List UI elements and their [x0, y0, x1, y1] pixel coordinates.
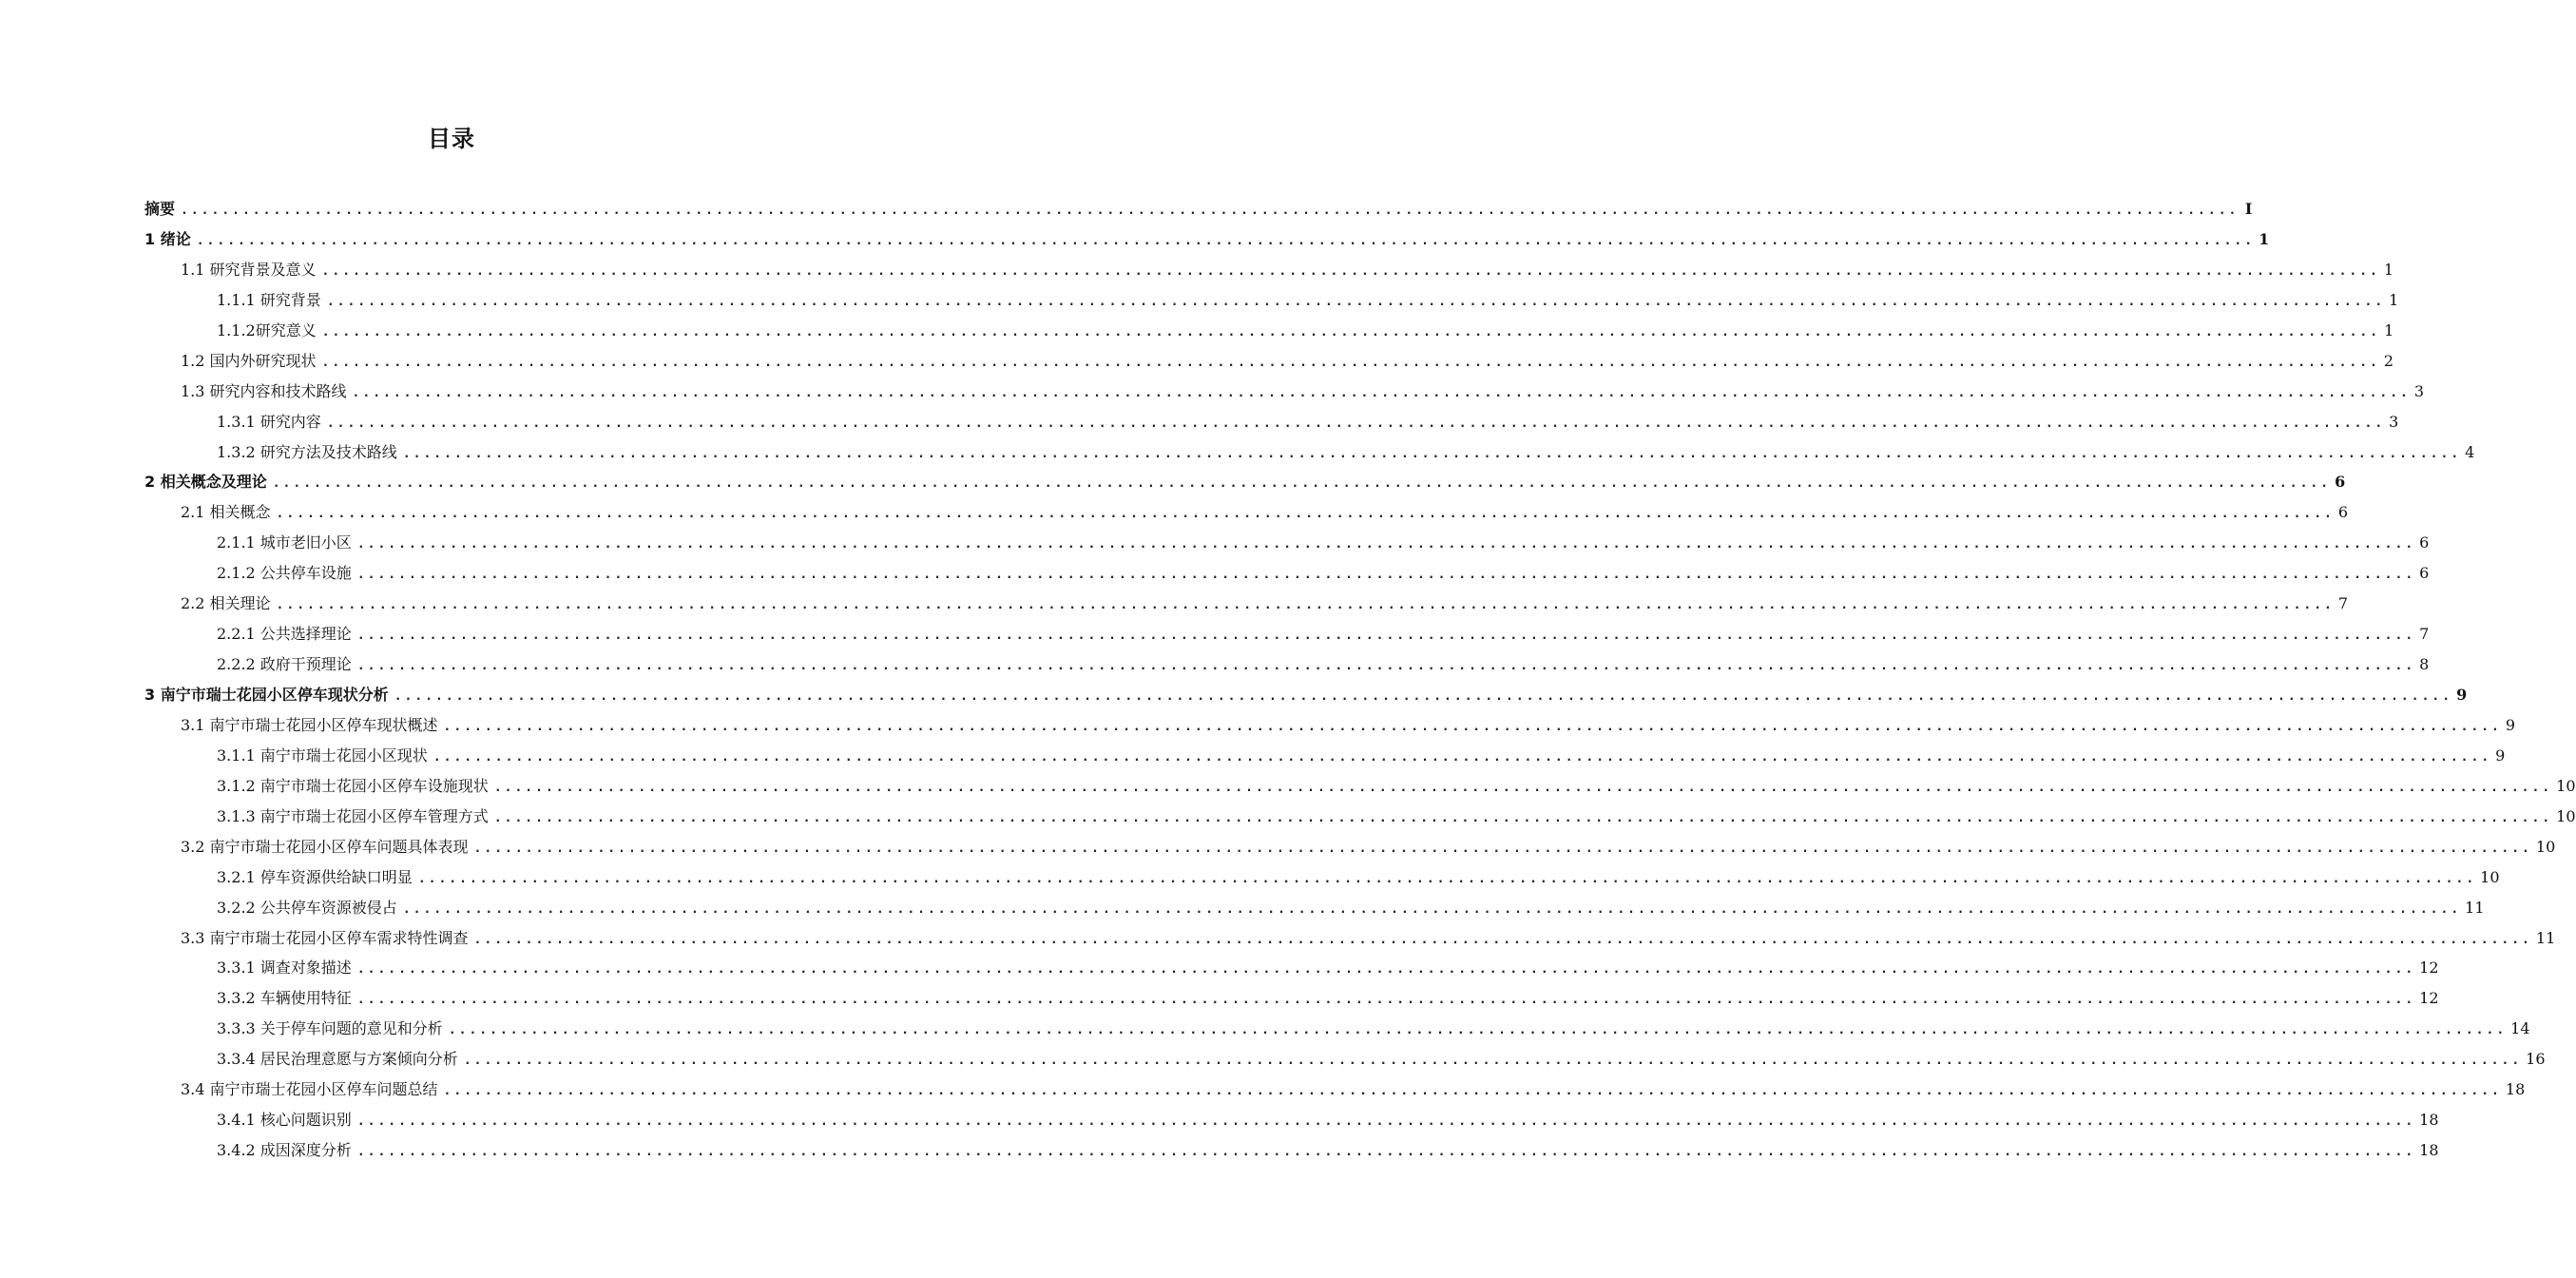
toc-entry[interactable] — [0, 467, 2346, 497]
table-of-contents — [0, 194, 2576, 1166]
toc-entry[interactable] — [0, 589, 2349, 619]
toc-entry-page-number: 12 — [2419, 958, 2439, 978]
toc-dot-leader: ........................................................................................................................................................................................................ — [493, 810, 2553, 825]
toc-entry[interactable] — [0, 285, 2399, 316]
toc-entry-page-number: 10 — [2556, 776, 2576, 795]
toc-entry[interactable] — [0, 224, 2270, 255]
toc-entry-label: 3.2.2 公共停车资源被侵占 — [217, 898, 397, 917]
toc-entry-page-number: 6 — [2337, 503, 2349, 522]
toc-entry-label: 摘要 — [144, 200, 176, 218]
toc-entry-label: 3.4.2 成因深度分析 — [217, 1141, 352, 1160]
toc-entry[interactable] — [0, 741, 2506, 771]
toc-entry-label: 1.2 国内外研究现状 — [181, 351, 317, 370]
toc-entry-label: 3.3.3 关于停车问题的意见和分析 — [217, 1019, 443, 1038]
toc-dot-leader: ........................................................................................................................................................................................................ — [356, 568, 2416, 583]
toc-entry[interactable] — [0, 497, 2349, 528]
toc-entry-page-number: 1 — [2389, 290, 2399, 309]
toc-entry[interactable] — [0, 377, 2425, 407]
toc-entry-label: 3.3.4 居民治理意愿与方案倾向分析 — [217, 1050, 458, 1069]
toc-entry-page-number: 12 — [2419, 989, 2439, 1008]
toc-entry-page-number: I — [2244, 200, 2253, 218]
toc-dot-leader: ........................................................................................................................................................................................................ — [321, 263, 2380, 279]
toc-entry-page-number: 8 — [2419, 655, 2430, 674]
toc-entry[interactable] — [0, 771, 2576, 802]
toc-entry[interactable] — [0, 1014, 2530, 1044]
toc-dot-leader: ........................................................................................................................................................................................................ — [321, 324, 2381, 339]
toc-entry[interactable] — [0, 1135, 2439, 1166]
toc-dot-leader: ........................................................................................................................................................................................................ — [356, 537, 2416, 552]
toc-entry-label: 3.1 南宁市瑞士花园小区停车现状概述 — [181, 715, 438, 734]
toc-dot-leader: ........................................................................................................................................................................................................ — [181, 203, 2240, 218]
toc-entry-label: 1.1.1 研究背景 — [217, 290, 321, 309]
toc-entry-label: 2 相关概念及理论 — [144, 473, 267, 492]
toc-entry-page-number: 6 — [2419, 564, 2430, 583]
page-title: 目录 — [428, 126, 475, 152]
toc-entry-label: 2.1 相关概念 — [181, 503, 271, 522]
toc-entry-page-number: 18 — [2505, 1080, 2526, 1099]
toc-entry[interactable] — [0, 346, 2394, 377]
toc-entry-page-number: 18 — [2419, 1141, 2439, 1160]
toc-entry[interactable] — [0, 983, 2439, 1014]
toc-entry-page-number: 2 — [2383, 351, 2394, 370]
toc-dot-leader: ........................................................................................................................................................................................................ — [402, 901, 2462, 917]
toc-entry[interactable] — [0, 953, 2439, 983]
toc-entry-label: 3.1.2 南宁市瑞士花园小区停车设施现状 — [217, 776, 489, 795]
toc-entry-label: 2.1.2 公共停车设施 — [217, 564, 352, 583]
toc-dot-leader: ........................................................................................................................................................................................................ — [356, 993, 2416, 1008]
toc-dot-leader: ........................................................................................................................................................................................................ — [448, 1023, 2508, 1038]
toc-entry-page-number: 4 — [2465, 442, 2475, 461]
toc-entry-label: 3.1.3 南宁市瑞士花园小区停车管理方式 — [217, 806, 489, 825]
toc-entry[interactable] — [0, 802, 2576, 832]
toc-entry[interactable] — [0, 528, 2430, 558]
toc-entry-page-number: 9 — [2456, 686, 2468, 704]
toc-dot-leader: ........................................................................................................................................................................................................ — [443, 719, 2502, 734]
toc-dot-leader: ........................................................................................................................................................................................................ — [394, 689, 2453, 704]
toc-entry[interactable] — [0, 255, 2394, 285]
toc-dot-leader: ........................................................................................................................................................................................................ — [493, 780, 2553, 795]
toc-entry-page-number: 7 — [2337, 594, 2349, 613]
toc-dot-leader: ........................................................................................................................................................................................................ — [473, 841, 2532, 856]
toc-entry-label: 1.1.2研究意义 — [217, 320, 317, 339]
toc-entry-label: 1.3.1 研究内容 — [217, 412, 321, 431]
toc-entry[interactable] — [0, 832, 2556, 862]
toc-entry-page-number: 10 — [2556, 806, 2576, 825]
toc-dot-leader: ........................................................................................................................................................................................................ — [402, 446, 2462, 461]
toc-dot-leader: ........................................................................................................................................................................................................ — [272, 476, 2332, 492]
toc-dot-leader: ........................................................................................................................................................................................................ — [326, 294, 2386, 309]
toc-entry-page-number: 9 — [2505, 715, 2516, 734]
toc-dot-leader: ........................................................................................................................................................................................................ — [196, 233, 2256, 248]
toc-entry[interactable] — [0, 316, 2394, 346]
toc-entry[interactable] — [0, 1075, 2526, 1105]
toc-entry-label: 3.3 南宁市瑞士花园小区停车需求特性调查 — [181, 928, 469, 947]
toc-entry-label: 3 南宁市瑞士花园小区停车现状分析 — [144, 686, 389, 704]
toc-entry[interactable] — [0, 619, 2430, 649]
toc-entry-page-number: 14 — [2510, 1019, 2530, 1038]
toc-dot-leader: ........................................................................................................................................................................................................ — [473, 932, 2532, 947]
toc-entry-label: 3.3.1 调查对象描述 — [217, 958, 352, 978]
toc-entry-page-number: 6 — [2335, 473, 2346, 492]
toc-dot-leader: ........................................................................................................................................................................................................ — [417, 871, 2477, 886]
toc-entry-label: 3.4.1 核心问题识别 — [217, 1111, 352, 1130]
toc-entry[interactable] — [0, 1105, 2439, 1135]
toc-dot-leader: ........................................................................................................................................................................................................ — [352, 385, 2411, 400]
toc-entry-label: 1.3 研究内容和技术路线 — [181, 381, 347, 400]
toc-entry[interactable] — [0, 1044, 2546, 1075]
toc-dot-leader: ........................................................................................................................................................................................................ — [356, 962, 2416, 978]
toc-entry-page-number: 10 — [2535, 837, 2556, 856]
toc-dot-leader: ........................................................................................................................................................................................................ — [443, 1084, 2502, 1099]
toc-dot-leader: ........................................................................................................................................................................................................ — [276, 598, 2335, 613]
toc-dot-leader: ........................................................................................................................................................................................................ — [356, 629, 2416, 644]
toc-entry-page-number: 16 — [2526, 1050, 2546, 1069]
toc-dot-leader: ........................................................................................................................................................................................................ — [356, 1145, 2416, 1160]
toc-entry-label: 3.2.1 停车资源供给缺口明显 — [217, 867, 413, 886]
toc-entry[interactable] — [0, 437, 2475, 468]
toc-entry-label: 1 绪论 — [144, 229, 191, 248]
toc-entry[interactable] — [0, 649, 2430, 680]
toc-entry[interactable] — [0, 893, 2485, 923]
toc-entry-page-number: 10 — [2480, 867, 2500, 886]
toc-entry-page-number: 3 — [2413, 381, 2425, 400]
toc-entry-label: 3.4 南宁市瑞士花园小区停车问题总结 — [181, 1080, 438, 1099]
toc-entry[interactable] — [0, 680, 2468, 710]
toc-entry-label: 3.2 南宁市瑞士花园小区停车问题具体表现 — [181, 837, 469, 856]
toc-entry[interactable] — [0, 194, 2253, 224]
toc-entry-label: 2.1.1 城市老旧小区 — [217, 533, 352, 552]
toc-dot-leader: ........................................................................................................................................................................................................ — [463, 1054, 2523, 1069]
toc-entry-page-number: 3 — [2389, 412, 2399, 431]
toc-entry[interactable] — [0, 862, 2500, 893]
toc-entry-page-number: 11 — [2465, 898, 2485, 917]
toc-entry[interactable] — [0, 558, 2430, 589]
toc-entry-label: 3.1.1 南宁市瑞士花园小区现状 — [217, 746, 428, 765]
toc-entry-page-number: 6 — [2419, 533, 2430, 552]
toc-entry-label: 2.2.1 公共选择理论 — [217, 625, 352, 644]
toc-dot-leader: ........................................................................................................................................................................................................ — [326, 416, 2386, 431]
toc-entry-label: 2.2 相关理论 — [181, 594, 271, 613]
toc-dot-leader: ........................................................................................................................................................................................................ — [356, 659, 2416, 674]
toc-entry-label: 3.3.2 车辆使用特征 — [217, 989, 352, 1008]
toc-dot-leader: ........................................................................................................................................................................................................ — [356, 1114, 2416, 1130]
toc-entry-page-number: 1 — [2383, 260, 2394, 279]
toc-entry-page-number: 7 — [2419, 625, 2430, 644]
toc-dot-leader: ........................................................................................................................................................................................................ — [433, 749, 2492, 765]
toc-entry[interactable] — [0, 407, 2399, 437]
toc-entry-label: 1.3.2 研究方法及技术路线 — [217, 442, 397, 461]
toc-entry-page-number: 18 — [2419, 1111, 2439, 1130]
toc-entry[interactable] — [0, 923, 2556, 954]
toc-entry-page-number: 11 — [2535, 928, 2556, 947]
toc-entry-page-number: 1 — [2259, 229, 2270, 248]
toc-entry-page-number: 1 — [2384, 320, 2394, 339]
toc-dot-leader: ........................................................................................................................................................................................................ — [276, 507, 2335, 522]
toc-entry-label: 1.1 研究背景及意义 — [181, 260, 317, 279]
toc-entry-page-number: 9 — [2495, 746, 2506, 765]
toc-entry[interactable] — [0, 710, 2516, 741]
toc-entry-label: 2.2.2 政府干预理论 — [217, 655, 352, 674]
toc-dot-leader: ........................................................................................................................................................................................................ — [321, 355, 2380, 370]
